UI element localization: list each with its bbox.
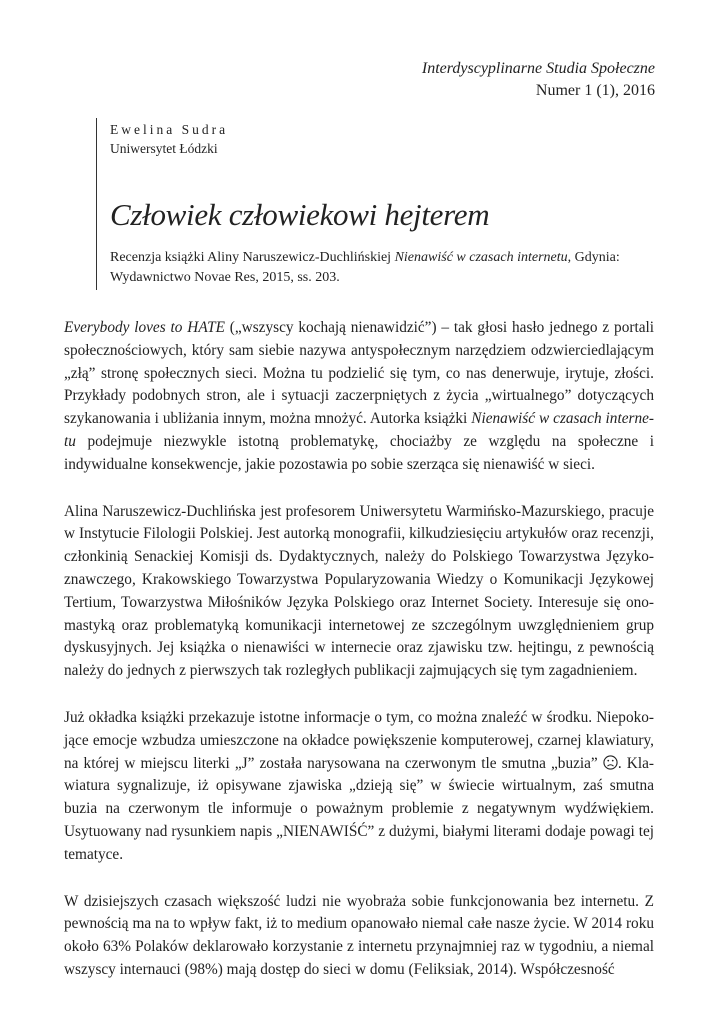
paragraph-1-lead: Everybody loves to HATE [64, 319, 225, 336]
review-suffix: , Gdynia: Wydawnictwo Novae Res, 2015, ss. 203. [110, 250, 620, 285]
paragraph-3-text-2: . Klawiatura sygnalizuje, iż opisywane zjawiska „dzieją się” w świecie wirtualnym, zaś smutna buzia na czerwonym tle informuje o poważnym problemie z negatywnym wydźwiękiem. Usytuowany nad rysunkiem napis „NIENAWIŚĆ” z dużymi, białymi literami dodaje powagi tej tematyce. [64, 754, 654, 863]
journal-issue: Numer 1 (1), 2016 [535, 82, 655, 99]
review-citation [110, 248, 650, 288]
paragraph-3 [64, 707, 654, 867]
paragraph-4: W dzisiejszych czasach większość ludzi nie wyobraża sobie funkcjonowania bez internetu. Z pewnością ma na to wpływ fakt, iż to medium opanowało niemal całe nasze życie. W 2014 roku około 63% Polaków deklarowało korzystanie z internetu przynajmniej raz w tygodniu, a niemal wszyscy internauci (98%) mają dostęp do sieci w domu (Feliksiak, 2014). Współczesność [64, 892, 654, 978]
paragraph-1-text-2: podejmuje niezwykle istotną problematykę, chociażby ze względu na społeczne i indywidualne konsekwencje, jakie pozostawia po sobie szerząca się nienawiść w sieci. [64, 432, 654, 473]
author-name: Ewelina Sudra [110, 122, 229, 137]
review-prefix: Recenzja książki Aliny Naruszewicz-Duchlińskiej [110, 250, 395, 265]
paragraph-1-book-title: Nienawiść w czasach internetu [64, 410, 654, 450]
paragraph-3-text-1: Już okładka książki przekazuje istotne informacje o tym, co można znaleźć w środku. Niepokojące emocje wzbudza umieszczone na okładce powiększenie komputerowej, czarnej klawiatury, na której w miejscu literki „J” została narysowana na czerwonym tle smutna „buzia” [64, 708, 654, 772]
article-body [64, 317, 654, 1006]
paragraph-1-text-1: („wszyscy kochają nienawidzić”) – tak głosi hasło jednego z portali społecznościowych, który sam siebie nazywa antyspołecznym narzędziem odzwierciedlającym „złą” stronę społecznych sieci. Można tu podzielić się tym, co nas denerwuje, irytuje, złości. Przykłady podobnych stron, ale i sytuacji zaczerpniętych z życia „wirtualnego” dotyczących szykanowania i ubliżania innym, można mnożyć. Autorka książki [64, 319, 654, 428]
paragraph-2: Alina Naruszewicz-Duchlińska jest profesorem Uniwersytetu Warmińsko-Mazurskiego, pracuje w Instytucie Filologii Polskiej. Jest autorką monografii, kilkudziesięciu artykułów oraz recenzji, członkinią Senackiej Komisji ds. Dydaktycznych, należy do Polskiego Towarzystwa Językoznawczego, Krakowskiego Towarzystwa Popularyzowania Wiedzy o Komunikacji Językowej Tertium, Towarzystwa Miłośników Języka Polskiego oraz Internet Society. Interesuje się onomastyką oraz problematyką komunikacji internetowej ze szczególnym uwzględnieniem grup dyskusyjnych. Jej książka o nienawiści w internecie oraz zjawisku tzw. hejtingu, z pewnością należy do jednych z pierwszych tak rozległych publikacji zajmujących się tym zagadnieniem. [64, 502, 654, 680]
journal-header [422, 58, 655, 102]
author-affiliation: Uniwersytet Łódzki [110, 141, 218, 156]
article-title: Człowiek człowiekowi hejterem [110, 197, 490, 232]
journal-name: Interdyscyplinarne Studia Społeczne [421, 60, 655, 77]
frown-face-icon [603, 755, 618, 770]
article-header [96, 118, 650, 290]
review-book-title: Nienawiść w czasach internetu [394, 250, 568, 265]
paragraph-1 [64, 317, 654, 477]
